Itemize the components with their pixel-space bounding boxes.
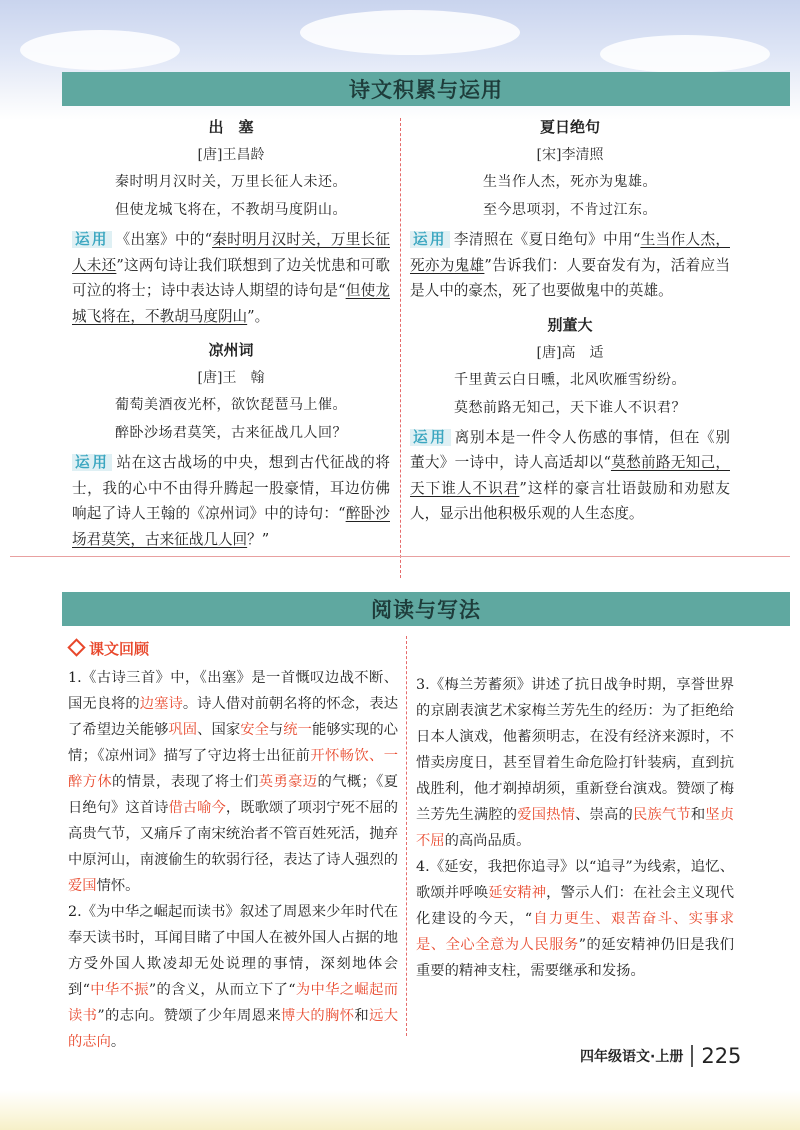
answer-text: 远大的志向	[68, 1008, 399, 1050]
footer-label: 四年级语文·上册	[580, 1049, 684, 1065]
review-column-left	[68, 638, 398, 1055]
poem-column-left	[72, 116, 390, 562]
answer-text: 开怀畅饮、一醉方休	[68, 748, 398, 790]
poem-line: 秦时明月汉时关，万里长征人未还。	[115, 174, 347, 190]
usage-tag: 运用	[72, 231, 112, 248]
section-divider	[10, 556, 790, 557]
poem-author: [唐]王昌龄	[197, 147, 265, 163]
usage-tag: 运用	[72, 454, 112, 471]
poem-author: [唐]高 适	[536, 344, 604, 361]
review-heading	[68, 638, 398, 659]
usage-tag: 运用	[410, 429, 451, 446]
review-heading-text: 课文回顾	[89, 640, 150, 658]
diamond-icon	[67, 638, 85, 656]
footer-separator	[691, 1045, 693, 1067]
poem-line: 葡萄美酒夜光杯，欲饮琵琶马上催。	[115, 397, 347, 413]
poem-line: 至今思项羽，不肯过江东。	[483, 202, 657, 218]
answer-text: 爱国热情	[517, 807, 576, 823]
poem-author: [宋]李清照	[536, 147, 604, 163]
usage-paragraph	[410, 425, 730, 527]
cloud-decoration	[300, 10, 520, 55]
answer-text: 民族气节	[632, 807, 691, 823]
answer-underline: 但使龙城飞将在，不教胡马度阴山	[72, 282, 390, 325]
poem-line: 醉卧沙场君莫笑，古来征战几人回？	[115, 425, 347, 441]
review-item-4: 4.《延安，我把你追寻》以“追寻”为线索，追忆、歌颂并呼唤延安精神，警示人们：在社会主义现代化建设的今天，“自力更生、艰苦奋斗、实事求是、全心全意为人民服务”的延安精神仍旧是我们重要的精神支柱，需要继承和发扬。	[416, 859, 735, 979]
poem-line: 生当作人杰，死亦为鬼雄。	[483, 174, 657, 190]
poem-chusai	[72, 116, 390, 329]
banner-title: 阅读与写法	[371, 598, 481, 622]
usage-text: ”。	[247, 307, 270, 325]
answer-text: 英勇豪迈	[258, 774, 318, 790]
answer-underline: 醉卧沙场君莫笑，古来征战几人回	[72, 505, 390, 548]
column-divider	[400, 118, 401, 578]
usage-paragraph	[72, 450, 390, 552]
poem-line: 莫愁前路无知己，天下谁人不识君？	[454, 399, 686, 416]
page-number: 225	[701, 1044, 742, 1068]
usage-text: 李清照在《夏日绝句》中用“	[453, 231, 641, 248]
column-divider	[406, 636, 407, 1036]
answer-text: 巩固	[168, 722, 198, 738]
bottom-band	[0, 1090, 800, 1130]
answer-text: 边塞诗	[139, 696, 183, 712]
poem-column-right	[410, 116, 730, 537]
review-item-2: 2.《为中华之崛起而读书》叙述了周恩来少年时代在奉天读书时，耳闻目睹了中国人在被外国人占据的地方受外国人欺凌却无处说理的事情，深刻地体会到“中华不振”的含义，从而立下了“为中华之崛起而读书”的志向。赞颂了少年周恩来博大的胸怀和远大的志向。	[68, 904, 399, 1050]
review-item-3: 3.《梅兰芳蓄须》讲述了抗日战争时期，享誉世界的京剧表演艺术家梅兰芳先生的经历：为了拒绝给日本人演戏，他蓄须明志，在没有经济来源时，不惜卖房度日，甚至冒着生命危险打针装病，直到抗战胜利，他才剃掉胡须，重新登台演戏。赞颂了梅兰芳先生满腔的爱国热情、崇高的民族气节和坚贞不屈的高尚品质。	[416, 677, 735, 849]
cloud-decoration	[600, 35, 770, 73]
usage-text: 《出塞》中的“	[115, 231, 213, 248]
poem-title: 别董大	[547, 315, 593, 334]
answer-text: 借古喻今	[168, 800, 226, 816]
poem-biedongda	[410, 314, 730, 527]
section-banner-reading	[62, 592, 790, 626]
answer-underline: 生当作人杰，死亦为鬼雄	[410, 231, 730, 274]
answer-text: 为中华之崛起而读书	[68, 982, 399, 1024]
usage-paragraph	[72, 227, 390, 329]
answer-underline: 秦时明月汉时关，万里长征人未还	[72, 231, 390, 274]
answer-text: 坚贞不屈	[416, 807, 735, 849]
poem-title: 凉州词	[208, 341, 254, 359]
page-footer	[580, 1041, 770, 1071]
answer-text: 博大的胸怀	[281, 1008, 355, 1024]
poem-title: 出 塞	[208, 118, 254, 136]
answer-text: 爱国	[68, 878, 97, 894]
answer-text: 统一	[283, 722, 312, 738]
answer-text: 自力更生、艰苦奋斗、实事求是、全心全意为人民服务	[416, 911, 735, 953]
poem-xiarijueju	[410, 116, 730, 304]
usage-paragraph	[410, 227, 730, 304]
answer-text: 中华不振	[89, 982, 149, 998]
review-column-right	[416, 672, 734, 984]
section-banner-poetry	[62, 72, 790, 106]
answer-underline: 莫愁前路无知己，天下谁人不识君	[410, 454, 730, 497]
usage-text: ”这样的豪言壮语鼓励和劝慰友人，显示出他积极乐观的人生态度。	[410, 479, 730, 522]
usage-text: 站在这古战场的中央，想到古代征战的将士，我的心中不由得升腾起一股豪情，耳边仿佛响起了诗人王翰的《凉州词》中的诗句：“	[72, 454, 390, 522]
cloud-decoration	[20, 30, 180, 70]
poem-line: 但使龙城飞将在，不教胡马度阴山。	[115, 202, 347, 218]
usage-text: ？”	[247, 530, 270, 548]
answer-text: 安全	[240, 722, 269, 738]
review-item-1: 1.《古诗三首》中，《出塞》是一首慨叹边战不断、国无良将的边塞诗。诗人借对前朝名将的怀念，表达了希望边关能够巩固、国家安全与统一能够实现的心情；《凉州词》描写了守边将士出征前开怀畅饮、一醉方休的情景，表现了将士们英勇豪迈的气概；《夏日绝句》这首诗借古喻今，既歌颂了项羽宁死不屈的高贵气节，又痛斥了南宋统治者不管百姓死活，抛弃中原河山，南渡偷生的软弱行径，表达了诗人强烈的爱国情怀。	[68, 670, 399, 894]
usage-text: ”告诉我们：人要奋发有为，活着应当是人中的豪杰，死了也要做鬼中的英雄。	[410, 256, 730, 299]
usage-text: 离别本是一件令人伤感的事情，但在《别董大》一诗中，诗人高适却以“	[410, 428, 730, 471]
poem-author: [唐]王 翰	[197, 370, 265, 386]
answer-text: 延安精神	[488, 885, 547, 901]
usage-text: ”这两句诗让我们联想到了边关忧患和可歌可泣的将士；诗中表达诗人期望的诗句是“	[72, 256, 390, 299]
banner-title: 诗文积累与运用	[349, 78, 503, 102]
usage-tag: 运用	[410, 231, 450, 248]
poem-liangzhouci	[72, 339, 390, 552]
poem-title: 夏日绝句	[539, 118, 600, 136]
poem-line: 千里黄云白日曛，北风吹雁雪纷纷。	[454, 371, 686, 388]
